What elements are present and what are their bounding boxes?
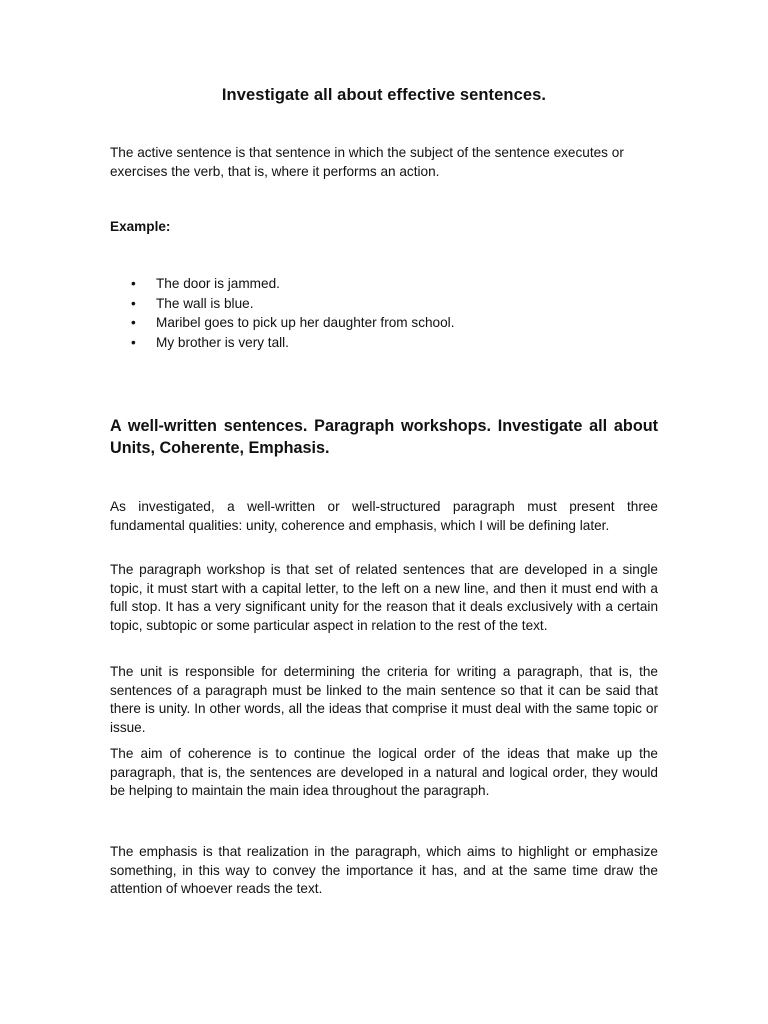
list-item-text: The wall is blue. (156, 295, 254, 311)
list-item (110, 313, 454, 333)
list-item (110, 274, 454, 294)
list-item (110, 333, 454, 353)
intro-paragraph: The active sentence is that sentence in which the subject of the sentence executes or exercises the verb, that is, where it performs an action. (110, 145, 624, 179)
paragraph-unity: The unit is responsible for determining the criteria for writing a paragraph, that is, the sentences of a paragraph must be linked to the main sentence so that it can be said that there is unity. In other words, all the ideas that comprise it must deal with the same topic or issue. (110, 664, 658, 735)
document-title: Investigate all about effective sentences. (221, 86, 547, 104)
example-list (110, 274, 454, 352)
bullet-icon: • (131, 334, 136, 350)
list-item (110, 294, 454, 314)
section-heading: A well-written sentences. Paragraph workshops. Investigate all about Units, Coherente, Emphasis. (110, 417, 658, 457)
list-item-text: Maribel goes to pick up her daughter from school. (156, 315, 455, 330)
paragraph-qualities: As investigated, a well-written or well-structured paragraph must present three fundamental qualities: unity, coherence and emphasis, which I will be defining later. (110, 499, 658, 533)
paragraph-coherence: The aim of coherence is to continue the logical order of the ideas that make up the paragraph, that is, the sentences are developed in a natural and logical order, they would be helping to maintain the main idea throughout the paragraph. (110, 746, 658, 798)
paragraph-emphasis: The emphasis is that realization in the paragraph, which aims to highlight or emphasize something, in this way to convey the importance it has, and at the same time draw the attention of whoever reads the text. (110, 844, 658, 896)
list-item-text: The door is jammed. (156, 276, 280, 291)
example-label: Example: (110, 219, 171, 234)
list-item-text: My brother is very tall. (156, 334, 289, 350)
bullet-icon: • (131, 295, 136, 311)
paragraph-workshop: The paragraph workshop is that set of related sentences that are developed in a single topic, it must start with a capital letter, to the left on a new line, and then it must end with a full stop. It has a very significant unity for the reason that it deals exclusively with a certain topic, subtopic or some particular aspect in relation to the rest of the text. (110, 562, 658, 633)
bullet-icon: • (131, 276, 136, 291)
bullet-icon: • (131, 315, 136, 330)
